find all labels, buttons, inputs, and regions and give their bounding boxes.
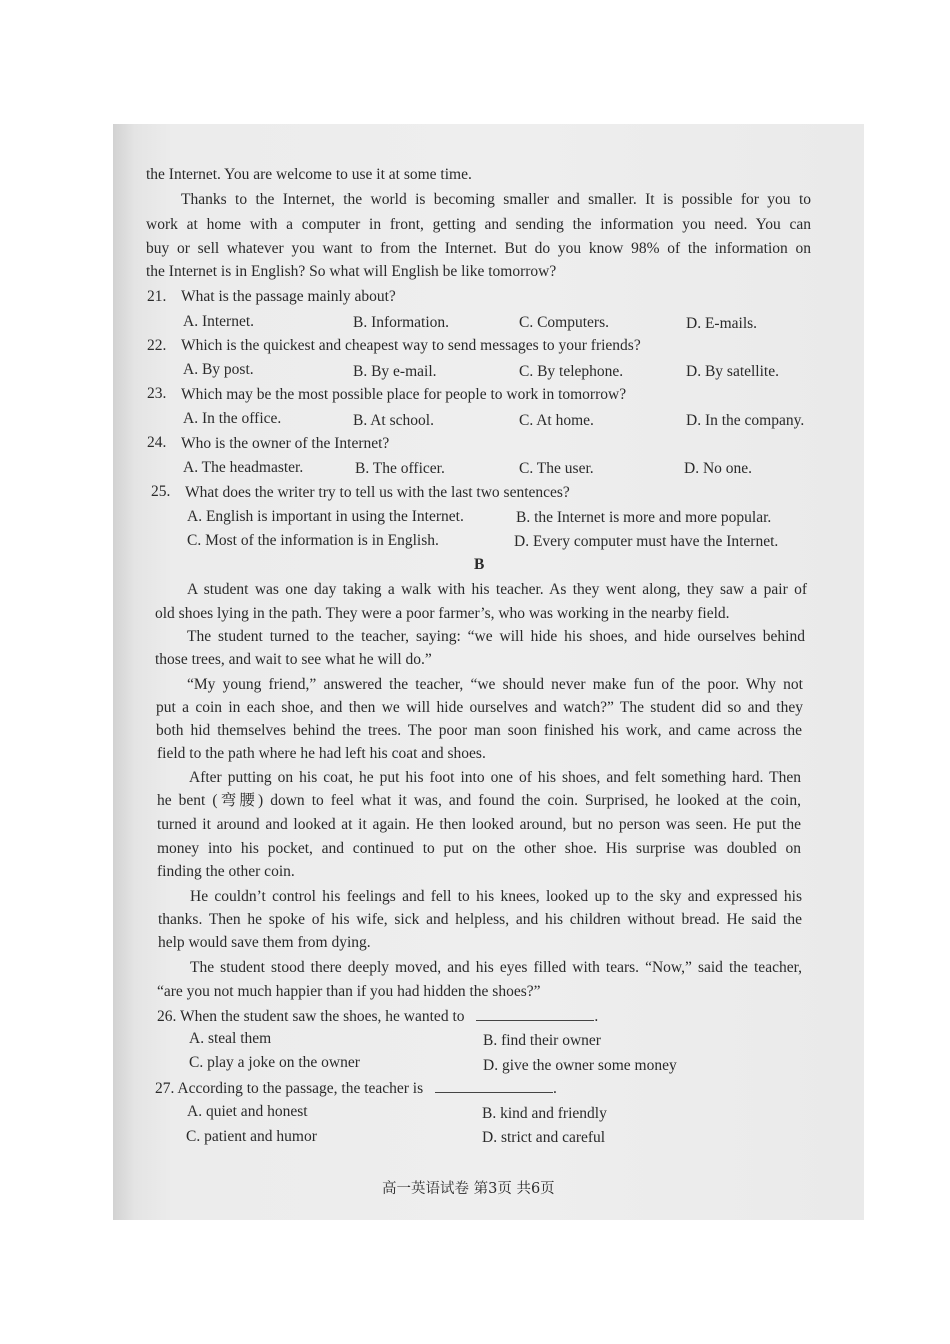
option-d: D. give the owner some money (483, 1057, 677, 1074)
question-number: 25. (151, 483, 171, 500)
option-b: B. kind and friendly (482, 1105, 607, 1122)
option-a: A. Internet. (183, 313, 255, 330)
question-text (157, 1006, 598, 1027)
passage-b-line: thanks. Then he spoke of his wife, sick and helpless, and his children without bread. He said the (158, 911, 802, 928)
option-d: D. No one. (684, 460, 753, 477)
passage-b-line: After putting on his coat, he put his foot into one of his shoes, and felt something hard. Then (189, 769, 801, 786)
question-text: What does the writer try to tell us with the last two sentences? (185, 484, 570, 501)
option-a: A. English is important in using the Internet. (187, 508, 464, 525)
question-text: Which may be the most possible place for people to work in tomorrow? (181, 386, 627, 403)
option-d: D. In the company. (686, 412, 805, 429)
passage-b-line: He couldn’t control his feelings and fell to his knees, looked up to the sky and expressed his (190, 888, 802, 905)
question-text (155, 1078, 557, 1099)
option-a: A. In the office. (183, 410, 282, 427)
passage-b-line: “My young friend,” answered the teacher, “we should never make fun of the poor. Why not (187, 676, 803, 693)
passage-b-line: A student was one day taking a walk with his teacher. As they went along, they saw a pair of (187, 581, 807, 598)
option-b: B. By e-mail. (353, 363, 437, 380)
passage-a-line: buy or sell whatever you want to from the Internet. But do you know 98% of the information on (146, 240, 811, 257)
option-b: B. At school. (353, 412, 434, 429)
option-c: C. By telephone. (519, 363, 624, 380)
option-d: D. By satellite. (686, 363, 779, 380)
passage-b-line: old shoes lying in the path. They were a poor farmer’s, who was working in the nearby field. (155, 605, 730, 622)
passage-a-line: work at home with a computer in front, getting and sending the information you need. You can (146, 216, 811, 233)
question-end: . (594, 1008, 599, 1025)
question-number: 24. (147, 434, 167, 451)
option-c: C. At home. (519, 412, 594, 429)
page-footer: 高一英语试卷 第3页 共6页 (382, 1181, 555, 1197)
question-stem: 27. According to the passage, the teacher is (155, 1080, 424, 1097)
question-stem: 26. When the student saw the shoes, he wanted to (157, 1008, 465, 1025)
option-b: B. find their owner (483, 1032, 601, 1049)
passage-b-line: The student turned to the teacher, saying: “we will hide his shoes, and hide ourselves behind (187, 628, 805, 645)
question-number: 23. (147, 385, 167, 402)
passage-b-line: those trees, and wait to see what he will do.” (155, 651, 432, 668)
question-text: Which is the quickest and cheapest way to send messages to your friends? (181, 337, 641, 354)
passage-a-line: Thanks to the Internet, the world is becoming smaller and smaller. It is possible for you to (181, 191, 811, 208)
option-d: D. strict and careful (482, 1129, 606, 1146)
option-a: A. steal them (189, 1030, 272, 1047)
option-d: D. E-mails. (686, 315, 758, 332)
option-c: C. play a joke on the owner (189, 1054, 360, 1071)
option-b: B. Information. (353, 314, 449, 331)
passage-b-line: money into his pocket, and continued to put on the other shoe. His surprise was doubled on (157, 840, 801, 857)
option-a: A. quiet and honest (187, 1103, 308, 1120)
answer-blank[interactable] (476, 1006, 594, 1021)
passage-b-line: he bent (弯腰) down to feel what it was, and found the coin. Surprised, he looked at the coin, (157, 792, 801, 809)
answer-blank[interactable] (435, 1078, 553, 1093)
option-a: A. The headmaster. (183, 459, 304, 476)
option-c: C. Computers. (519, 314, 609, 331)
passage-b-line: “are you not much happier than if you had hidden the shoes?” (157, 983, 541, 1000)
passage-a-line: the Internet. You are welcome to use it at some time. (146, 166, 472, 183)
passage-b-line: both hid themselves behind the trees. The poor man soon finished his work, and came across the (156, 722, 802, 739)
question-text: Who is the owner of the Internet? (181, 435, 390, 452)
option-b: B. The officer. (355, 460, 445, 477)
passage-b-line: help would save them from dying. (158, 934, 371, 951)
question-number: 22. (147, 337, 167, 354)
passage-b-line: The student stood there deeply moved, and his eyes filled with tears. “Now,” said the teacher, (190, 959, 802, 976)
option-c: C. Most of the information is in English. (187, 532, 439, 549)
passage-b-line: turned it around and looked at it again. He then looked around, but no person was seen. He put the (157, 816, 801, 833)
passage-a-line: the Internet is in English? So what will English be like tomorrow? (146, 263, 557, 280)
passage-b-line: put a coin in each shoe, and then we will hide ourselves and watch?” The student did so and they (156, 699, 803, 716)
option-b: B. the Internet is more and more popular. (516, 509, 772, 526)
passage-b-line: field to the path where he had left his coat and shoes. (157, 745, 486, 762)
option-d: D. Every computer must have the Internet. (514, 533, 779, 550)
question-number: 21. (147, 288, 167, 305)
section-heading: B (474, 556, 485, 573)
question-text: What is the passage mainly about? (181, 288, 396, 305)
option-a: A. By post. (183, 361, 254, 378)
option-c: C. patient and humor (186, 1128, 317, 1145)
question-end: . (553, 1080, 557, 1097)
passage-b-line: finding the other coin. (157, 863, 295, 880)
option-c: C. The user. (519, 460, 594, 477)
